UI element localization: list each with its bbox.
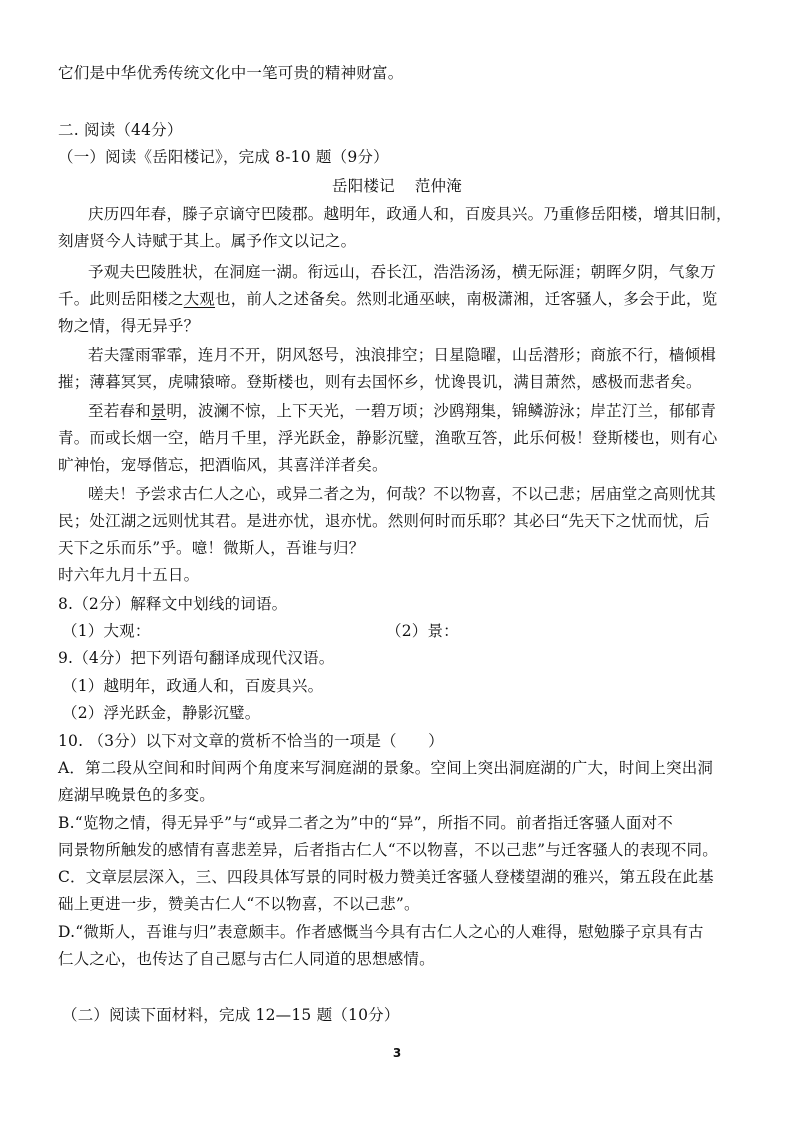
page-number: 3 [392,1046,402,1060]
paragraph-1-line-1: 庆历四年春，滕子京谪守巴陵郡。越明年，政通人和，百废具兴。乃重修岳阳楼，增其旧制， [88,205,732,223]
paragraph-5-line-2: 民；处江湖之远则忧其君。是进亦忧，退亦忧。然则何时而乐耶？其必曰“先天下之忧而忧，后 [58,512,710,530]
p4-text-b: 明，波澜不惊，上下天光，一碧万顷；沙鸥翔集，锦鳞游泳；岸芷汀兰，郁郁青 [166,402,717,420]
p4-text-a: 至若春和 [88,402,151,420]
option-a-line-1: A．第二段从空间和时间两个角度来写洞庭湖的景象。空间上突出洞庭湖的广大，时间上突出洞 [58,759,714,777]
option-d-line-1: D.“微斯人，吾谁与归”表意颇丰。作者感慨当今具有古仁人之心的人难得，慰勉滕子京具有古 [58,923,704,941]
passage-title-line [0,176,794,196]
question-8-item-2: （2）景： [386,622,459,640]
p2-text-a: 千。此则岳阳楼之 [58,290,184,308]
option-c-line-2: 础上更进一步，赞美古仁人“不以物喜，不以己悲”。 [58,895,420,913]
section-heading: 二. 阅读（44分） [58,121,183,139]
question-8-items [62,621,762,641]
option-b-line-1: B.“览物之情，得无异乎”与“或异二者之为”中的“异”，所指不同。前者指迁客骚人面对不 [58,814,673,832]
paragraph-4-line-1 [88,401,758,421]
question-9-stem: 9.（4分）把下列语句翻译成现代汉语。 [58,649,335,667]
paragraph-5-line-1: 嗟夫！予尝求古仁人之心，或异二者之为，何哉？不以物喜，不以己悲；居庙堂之高则忧其 [88,485,717,503]
p2-text-b: 也，前人之述备矣。然则北通巫峡，南极潇湘，迁客骚人，多会于此，览 [215,290,718,308]
paragraph-1-line-2: 刻唐贤今人诗赋于其上。属予作文以记之。 [58,232,357,250]
underlined-word-daguan: 大观 [183,290,216,308]
question-8-item-1: （1）大观： [62,622,151,640]
option-c-line-1: C．文章层层深入，三、四段具体写景的同时极力赞美迁客骚人登楼望湖的雅兴，第五段在此基 [58,868,714,886]
question-9-item-2: （2）浮光跃金，静影沉璧。 [62,704,261,722]
paragraph-4-line-2: 青。而或长烟一空，皓月千里，浮光跃金，静影沉璧，渔歌互答，此乐何极！登斯楼也，则有心 [58,429,718,447]
underlined-word-jing: 景 [150,402,167,420]
paragraph-3-line-1: 若夫霪雨霏霏，连月不开，阴风怒号，浊浪排空；日星隐曜，山岳潜形；商旅不行，樯倾楫 [88,346,717,364]
paragraph-2-line-3: 物之情，得无异乎？ [58,317,200,335]
paragraph-2-line-2 [58,289,758,309]
part-two-heading: （二）阅读下面材料，完成 12—15 题（10分） [62,1006,400,1024]
paragraph-3-line-2: 摧；薄暮冥冥，虎啸猿啼。登斯楼也，则有去国怀乡，忧谗畏讥，满目萧然，感极而悲者矣。 [58,373,702,391]
part-one-heading: （一）阅读《岳阳楼记》，完成 8-10 题（9分） [58,148,389,166]
option-b-line-2: 同景物所触发的感情有喜悲差异，后者指古仁人“不以物喜，不以己悲”与迁客骚人的表现不同。 [58,841,718,859]
passage-title: 岳阳楼记 [332,177,395,195]
question-8-stem: 8.（2分）解释文中划线的词语。 [58,595,288,613]
passage-author: 范仲淹 [414,177,462,195]
intro-line: 它们是中华优秀传统文化中一笔可贵的精神财富。 [58,64,404,82]
paragraph-2-line-1: 予观夫巴陵胜状，在洞庭一湖。衔远山，吞长江，浩浩汤汤，横无际涯；朝晖夕阴，气象万 [88,263,717,281]
question-10-stem: 10. （3分）以下对文章的赏析不恰当的一项是（ ） [58,732,444,750]
paragraph-4-line-3: 旷神怡，宠辱偕忘，把酒临风，其喜洋洋者矣。 [58,456,388,474]
paragraph-5-line-3: 天下之乐而乐”乎。噫！微斯人，吾谁与归？ [58,539,365,557]
date-line: 时六年九月十五日。 [58,566,200,584]
question-9-item-1: （1）越明年，政通人和，百废具兴。 [62,677,324,695]
option-d-line-2: 仁人之心，也传达了自己愿与古仁人同道的思想感情。 [58,950,435,968]
option-a-line-2: 庭湖早晚景色的多变。 [58,786,216,804]
